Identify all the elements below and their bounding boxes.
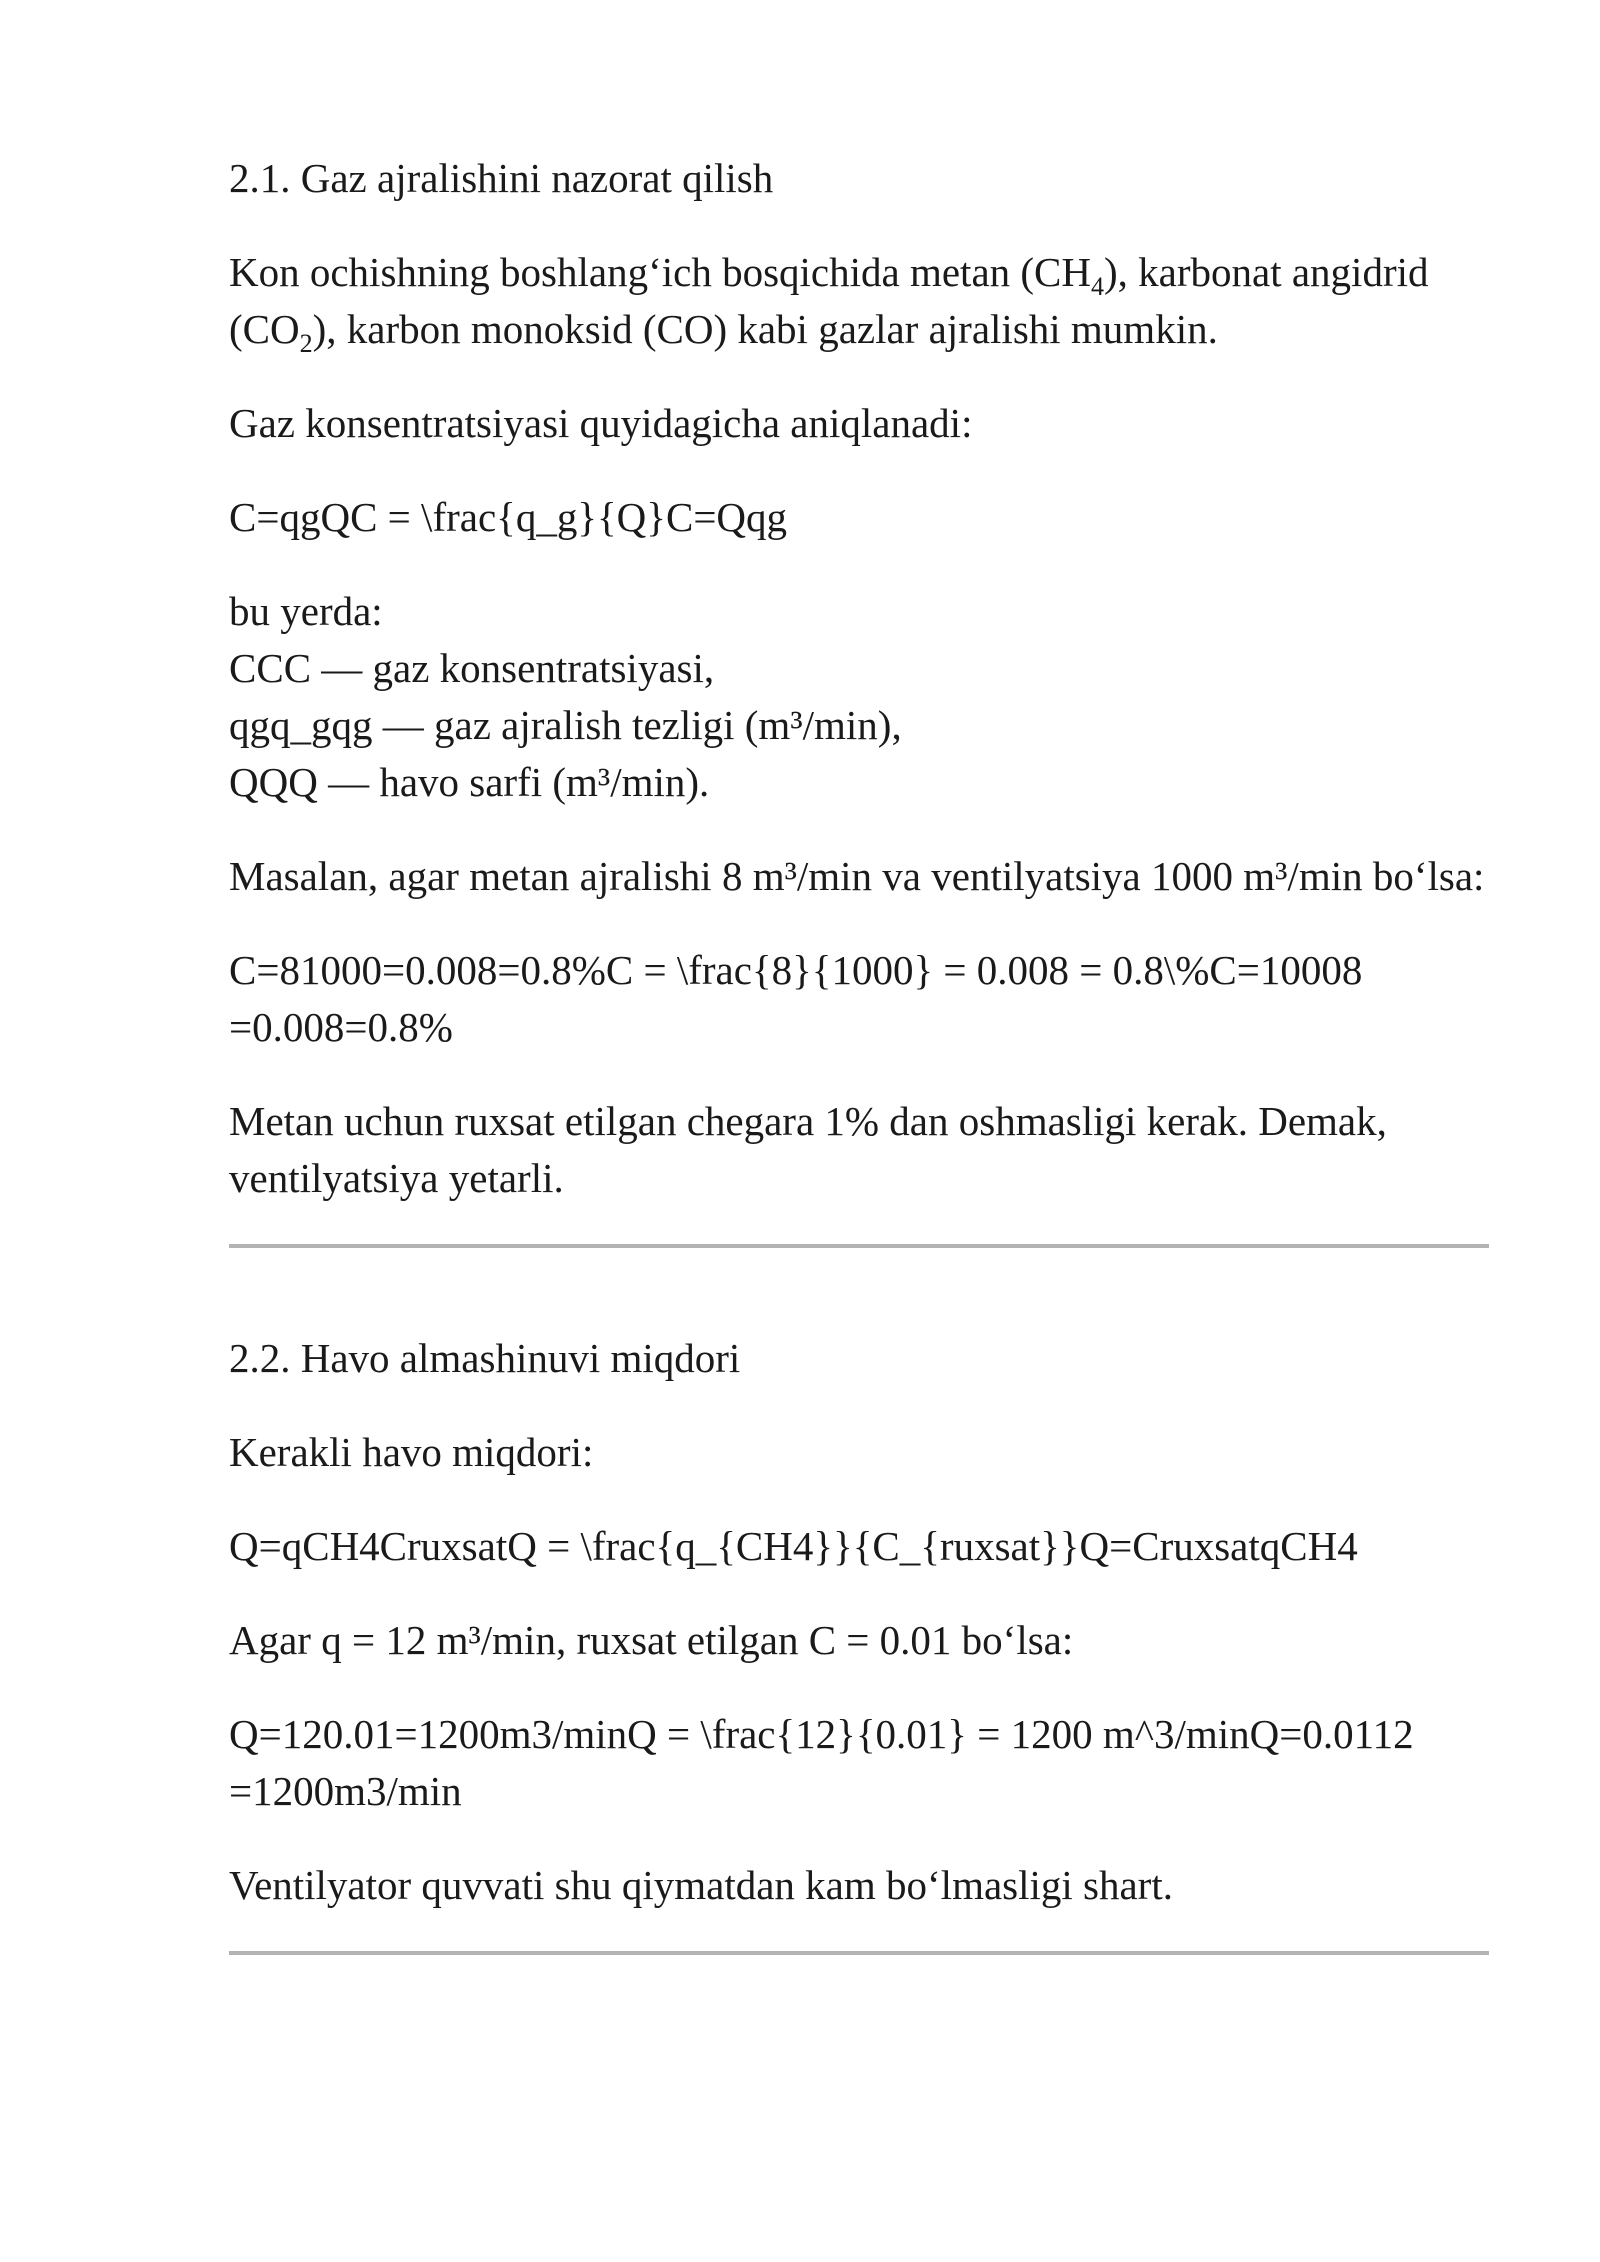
intro-text-1: Kon ochishning boshlang‘ich bosqichida metan (CH — [229, 249, 1092, 295]
definition-line: QQQ — havo sarfi (m³/min). — [229, 759, 710, 805]
formula-concentration: C=qgQC = \frac{q_g}{Q}C=Qqg — [229, 494, 788, 540]
definition-line: CCC — gaz konsentratsiyasi, — [229, 645, 715, 691]
definitions-block — [229, 583, 1489, 811]
condition-text: Agar q = 12 m³/min, ruxsat etilgan C = 0.01 bo‘lsa: — [229, 1617, 1074, 1663]
intro-text-3: ), karbon monoksid (CO) kabi gazlar ajralishi mumkin. — [312, 306, 1218, 352]
definition-line: qgq_gqg — gaz ajralish tezligi (m³/min), — [229, 702, 902, 748]
conclusion-paragraph: Ventilyator quvvati shu qiymatdan kam bo‘lmasligi shart. — [229, 1862, 1173, 1908]
concentration-intro: Gaz konsentratsiyasi quyidagicha aniqlanadi: — [229, 400, 973, 446]
subscript-2: 2 — [299, 329, 313, 358]
formula-line: =1200m3/min — [229, 1768, 462, 1814]
example-paragraph: Masalan, agar metan ajralishi 8 m³/min va ventilyatsiya 1000 m³/min bo‘lsa: — [229, 853, 1485, 899]
document-page — [229, 150, 1489, 1955]
where-label: bu yerda: — [229, 588, 383, 634]
intro-paragraph — [229, 244, 1489, 358]
formula-example — [229, 942, 1489, 1056]
formula-line: Q=120.01=1200m3/minQ = \frac{12}{0.01} = 1200 m^3/minQ=0.0112 — [229, 1711, 1414, 1757]
formula-air-example — [229, 1706, 1489, 1820]
formula-line: C=81000=0.008=0.8%C = \frac{8}{1000} = 0.008 = 0.8\%C=10008 — [229, 947, 1363, 993]
section-heading: 2.2. Havo almashinuvi miqdori — [229, 1335, 741, 1381]
horizontal-divider — [229, 1951, 1489, 1955]
horizontal-divider — [229, 1244, 1489, 1248]
subscript-4: 4 — [1091, 272, 1105, 301]
conclusion-paragraph: Metan uchun ruxsat etilgan chegara 1% dan oshmasligi kerak. Demak, ventilyatsiya yetarli. — [229, 1098, 1387, 1201]
intro-text-2: ), karbonat angidrid (CO — [229, 249, 1429, 352]
required-air-text: Kerakli havo miqdori: — [229, 1429, 594, 1475]
formula-line: =0.008=0.8% — [229, 1004, 453, 1050]
formula-air-flow: Q=qCH4CruxsatQ = \frac{q_{CH4}}{C_{ruxsat}}Q=CruxsatqCH4 — [229, 1523, 1358, 1569]
section-heading: 2.1. Gaz ajralishini nazorat qilish — [229, 155, 774, 201]
